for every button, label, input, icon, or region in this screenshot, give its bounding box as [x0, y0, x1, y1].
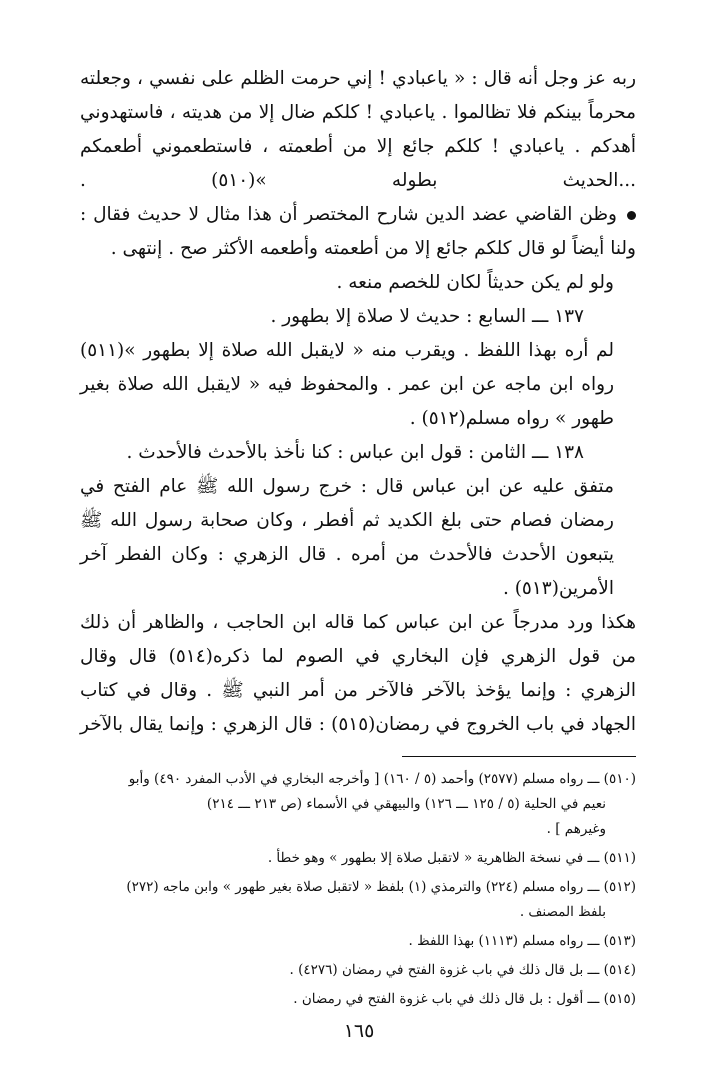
footnote-510 [80, 767, 636, 842]
footnote-text: (٥١١) ـــ في نسخة الظاهرية « لاتقبل صلاة إلا بطهور » وهو خطأ . [267, 850, 636, 866]
footnote-continuation: وغيرهم ] . [546, 821, 606, 837]
paragraph-ibn-abbas: متفق عليه عن ابن عباس قال : خرج رسول الله ﷺ عام الفتح في رمضان فصام حتى بلغ الكديد ثم أفطر ، وكان صحابة رسول الله ﷺ يتبعون الأحدث فالأحدث من أمره . قال الزهري : وكان الفطر آخر الأمرين(٥١٣) . [80, 476, 614, 599]
footnotes [80, 767, 636, 1012]
footnote-513 [80, 929, 636, 954]
paragraph-qadi-opinion [80, 198, 636, 266]
footnote-text: (٥١٣) ـــ رواه مسلم (١١١٣) بهذا اللفظ . [408, 933, 636, 949]
paragraph-zuhri: هكذا ورد مدرجاً عن ابن عباس كما قاله ابن الحاجب ، والظاهر أن ذلك من قول الزهري فإن البخاري في الصوم لما ذكره(٥١٤) قال وقال الزهري : وإنما يؤخذ بالآخر فالآخر من أمر النبي ﷺ . وقال في كتاب الجهاد في باب الخروج في رمضان(٥١٥) : قال الزهري : وإنما يقال بالآخر [80, 612, 636, 735]
paragraph-hadith-quote: ربه عز وجل أنه قال : « ياعبادي ! إني حرمت الظلم على نفسي ، وجعلته محرماً بينكم فلا تظالموا . ياعبادي ! كلكم ضال إلا من هديته ، فاستهدوني أهدكم . ياعبادي ! كلكم جائع إلا من أطعمته ، فاستطعموني أطعمكم ...الحديث بطوله »(٥١٠) . [80, 68, 636, 191]
footnote-continuation: بلفظ المصنف . [519, 904, 606, 920]
bullet-icon [627, 211, 636, 220]
footnote-511 [80, 846, 636, 871]
page-content [80, 62, 636, 1016]
footnote-divider [402, 756, 636, 757]
footnote-text: (٥١٠) ـــ رواه مسلم (٢٥٧٧) وأحمد (٥ / ١٦٠) [ وأخرجه البخاري في الأدب المفرد ٤٩٠) وأبو [128, 771, 636, 787]
footnote-515 [80, 987, 636, 1012]
page-number: ١٦٥ [343, 1020, 375, 1042]
footnote-text: (٥١٢) ـــ رواه مسلم (٢٢٤) والترمذي (١) بلفظ « لاتقبل صلاة بغير طهور » وابن ماجه (٢٧٢) [126, 879, 636, 895]
footnote-514 [80, 958, 636, 983]
paragraph-no-prayer: لم أره بهذا اللفظ . ويقرب منه « لايقبل الله صلاة إلا بطهور »(٥١١) رواه ابن ماجه عن ابن عمر . والمحفوظ فيه « لايقبل الله صلاة بغير طهور » رواه مسلم(٥١٢) . [80, 340, 614, 429]
footnote-text: (٥١٥) ـــ أقول : بل قال ذلك في باب غزوة الفتح في رمضان . [293, 991, 636, 1007]
paragraph-opponent: ولو لم يكن حديثاً لكان للخصم منعه . [336, 272, 614, 293]
paragraph-qadi-text: وظن القاضي عضد الدين شارح المختصر أن هذا مثال لا حديث فقال : ولنا أيضاً لو قال كلكم جائع إلا من أطعمته وأطعمه الأكثر صح . إنتهى . [80, 204, 636, 259]
section-heading-137: ١٣٧ ـــ السابع : حديث لا صلاة إلا بطهور . [270, 306, 584, 327]
footnote-512 [80, 875, 636, 925]
section-heading-138: ١٣٨ ـــ الثامن : قول ابن عباس : كنا نأخذ بالأحدث فالأحدث . [126, 442, 584, 463]
footnote-continuation: نعيم في الحلية (٥ / ١٢٥ ـــ ١٢٦) والبيهقي في الأسماء (ص ٢١٣ ـــ ٢١٤) [206, 796, 606, 812]
footnote-text: (٥١٤) ـــ بل قال ذلك في باب غزوة الفتح في رمضان (٤٢٧٦) . [289, 962, 636, 978]
